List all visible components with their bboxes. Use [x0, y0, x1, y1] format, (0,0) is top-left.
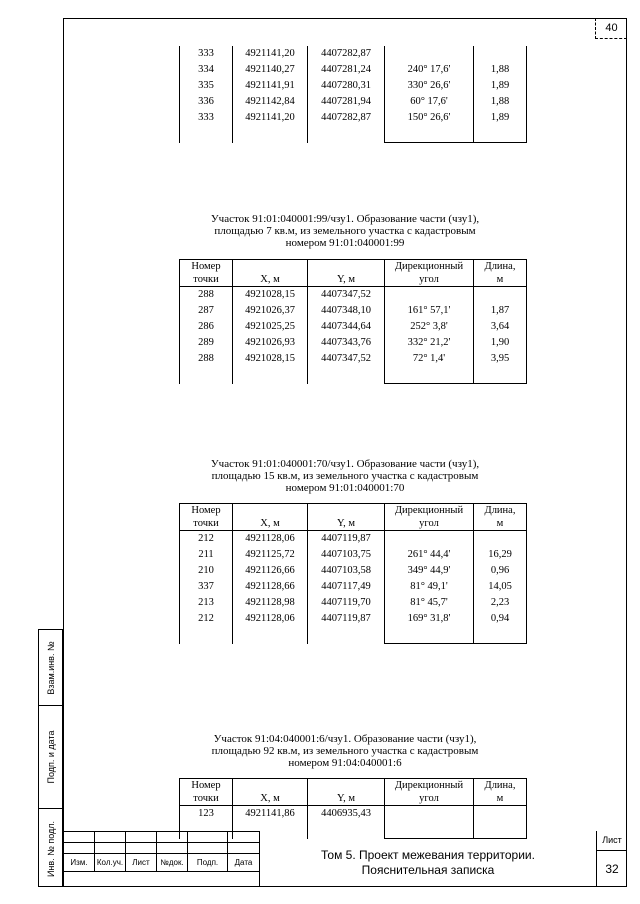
point-y-cell: 4407282,87 [308, 46, 385, 62]
header-angle-2: угол [419, 518, 439, 529]
angle-cell: 150° 26,6' [385, 110, 474, 126]
header-x: X, м [260, 274, 280, 285]
angle-cell: 252° 3,8' [385, 319, 474, 335]
point-n-cell: 333 [180, 46, 233, 62]
point-y-cell: 4407347,52 [308, 287, 385, 304]
title-block [63, 831, 627, 887]
point-x-cell: 4921141,20 [233, 46, 308, 62]
angle-cell: 161° 57,1' [385, 303, 474, 319]
point-x-cell: 4921142,84 [233, 94, 308, 110]
header-num-1: Номер [191, 261, 221, 272]
length-cell: 0,96 [474, 563, 527, 579]
table-header-cell [474, 504, 527, 531]
header-num-1: Номер [191, 505, 221, 516]
header-x: X, м [260, 793, 280, 804]
header-len-1: Длина, [484, 261, 516, 272]
length-cell: 1,88 [474, 62, 527, 78]
table-header-cell [385, 504, 474, 531]
point-x-cell: 4921028,15 [233, 351, 308, 384]
point-n-cell: 286 [180, 319, 233, 335]
angle-cell: 81° 49,1' [385, 579, 474, 595]
point-n-cell: 335 [180, 78, 233, 94]
point-y-cell: 4407280,31 [308, 78, 385, 94]
point-n-cell: 213 [180, 595, 233, 611]
point-y-cell: 4407348,10 [308, 303, 385, 319]
coordinates-table [179, 46, 527, 143]
point-y-cell: 4407119,87 [308, 531, 385, 548]
sheet-label: Лист [597, 831, 627, 851]
coordinates-table [179, 778, 527, 839]
caption-line: номером 91:01:040001:99 [285, 237, 405, 249]
table-header-cell [474, 260, 527, 287]
point-n-cell: 288 [180, 351, 233, 384]
coordinates-table [179, 259, 527, 384]
header-len-2: м [496, 518, 504, 529]
point-x-cell: 4921128,66 [233, 579, 308, 595]
header-y: Y, м [336, 793, 356, 804]
table-header-cell [233, 504, 308, 531]
table-row [180, 531, 527, 548]
point-n-cell: 288 [180, 287, 233, 304]
table-row [180, 806, 527, 823]
length-cell: 3,64 [474, 319, 527, 335]
side-stamp-vzam: Взам.инв. № [45, 640, 56, 695]
table-header-cell [180, 504, 233, 531]
tb-col-ndok: №док. [157, 854, 188, 872]
coordinates-table [179, 503, 527, 644]
header-x: X, м [260, 518, 280, 529]
point-x-cell: 4921128,98 [233, 595, 308, 611]
point-y-cell: 4407281,24 [308, 62, 385, 78]
point-y-cell: 4407119,87 [308, 611, 385, 644]
header-y: Y, м [336, 518, 356, 529]
page-number-top: 40 [595, 18, 627, 39]
angle-cell: 169° 31,8' [385, 611, 474, 627]
point-x-cell: 4921128,06 [233, 611, 308, 644]
point-x-cell: 4921028,15 [233, 287, 308, 304]
header-len-2: м [496, 274, 504, 285]
header-angle-1: Дирекционный [394, 780, 464, 791]
doc-title-line1: Том 5. Проект межевания территории. [321, 848, 535, 862]
point-n-cell: 212 [180, 531, 233, 548]
length-cell: 3,95 [474, 351, 527, 367]
caption-line: номером 91:01:040001:70 [285, 482, 405, 494]
point-x-cell: 4921141,20 [233, 110, 308, 143]
table-header-cell [233, 779, 308, 806]
table-caption [63, 213, 627, 249]
point-x-cell: 4921141,91 [233, 78, 308, 94]
table-header-cell [308, 504, 385, 531]
angle-cell: 60° 17,6' [385, 94, 474, 110]
tb-col-izm: Изм. [64, 854, 95, 872]
header-num-1: Номер [191, 780, 221, 791]
point-n-cell: 123 [180, 806, 233, 839]
header-angle-2: угол [419, 274, 439, 285]
table-header-cell [308, 779, 385, 806]
point-y-cell: 4407282,87 [308, 110, 385, 143]
length-cell: 1,88 [474, 94, 527, 110]
table-header-cell [233, 260, 308, 287]
caption-line: площадью 7 кв.м, из земельного участка с кадастровым [214, 225, 476, 237]
table-header-cell [180, 779, 233, 806]
header-len-1: Длина, [484, 780, 516, 791]
angle-cell: 349° 44,9' [385, 563, 474, 579]
header-len-1: Длина, [484, 505, 516, 516]
point-x-cell: 4921140,27 [233, 62, 308, 78]
header-num-2: точки [193, 518, 219, 529]
point-x-cell: 4921126,66 [233, 563, 308, 579]
title-block-sheet [596, 831, 627, 887]
angle-cell: 332° 21,2' [385, 335, 474, 351]
angle-cell: 261° 44,4' [385, 547, 474, 563]
side-stamp [38, 629, 63, 887]
angle-cell: 330° 26,6' [385, 78, 474, 94]
side-stamp-podp: Подп. и дата [45, 730, 56, 784]
point-n-cell: 289 [180, 335, 233, 351]
point-y-cell: 4406935,43 [308, 806, 385, 839]
header-len-2: м [496, 793, 504, 804]
doc-title-line2: Пояснительная записка [361, 863, 495, 877]
point-x-cell: 4921026,37 [233, 303, 308, 319]
table-header-cell [308, 260, 385, 287]
point-y-cell: 4407103,58 [308, 563, 385, 579]
point-y-cell: 4407344,64 [308, 319, 385, 335]
header-num-2: точки [193, 274, 219, 285]
table-header-cell [180, 260, 233, 287]
table-caption [63, 733, 627, 769]
caption-line: номером 91:04:040001:6 [288, 757, 402, 769]
tb-col-podp: Подп. [188, 854, 228, 872]
title-block-grid [63, 831, 260, 872]
caption-line: Участок 91:04:040001:6/чзу1. Образование части (чзу1), [213, 733, 477, 745]
length-cell: 1,90 [474, 335, 527, 351]
point-x-cell: 4921026,93 [233, 335, 308, 351]
angle-cell: 72° 1,4' [385, 351, 474, 367]
point-y-cell: 4407103,75 [308, 547, 385, 563]
caption-line: Участок 91:01:040001:70/чзу1. Образование части (чзу1), [210, 458, 480, 470]
point-y-cell: 4407281,94 [308, 94, 385, 110]
table-header-cell [474, 779, 527, 806]
caption-line: площадью 15 кв.м, из земельного участка с кадастровым [211, 470, 479, 482]
point-n-cell: 333 [180, 110, 233, 143]
tb-col-kol: Кол.уч. [95, 854, 126, 872]
angle-cell: 240° 17,6' [385, 62, 474, 78]
point-n-cell: 287 [180, 303, 233, 319]
table-row [180, 287, 527, 304]
point-y-cell: 4407117,49 [308, 579, 385, 595]
point-n-cell: 336 [180, 94, 233, 110]
length-cell: 1,89 [474, 78, 527, 94]
header-y: Y, м [336, 274, 356, 285]
point-n-cell: 211 [180, 547, 233, 563]
title-block-title [259, 831, 596, 887]
header-angle-1: Дирекционный [394, 261, 464, 272]
caption-line: Участок 91:01:040001:99/чзу1. Образование части (чзу1), [210, 213, 480, 225]
header-num-2: точки [193, 793, 219, 804]
table-header-cell [385, 260, 474, 287]
point-x-cell: 4921141,86 [233, 806, 308, 839]
point-n-cell: 212 [180, 611, 233, 644]
point-x-cell: 4921128,06 [233, 531, 308, 548]
table-caption [63, 458, 627, 494]
point-n-cell: 337 [180, 579, 233, 595]
point-y-cell: 4407119,70 [308, 595, 385, 611]
point-y-cell: 4407343,76 [308, 335, 385, 351]
table-header-cell [385, 779, 474, 806]
point-n-cell: 334 [180, 62, 233, 78]
length-cell: 14,05 [474, 579, 527, 595]
length-cell: 1,89 [474, 110, 527, 126]
length-cell: 2,23 [474, 595, 527, 611]
side-stamp-inv: Инв. № подл. [45, 820, 56, 877]
length-cell: 16,29 [474, 547, 527, 563]
sheet-number: 32 [605, 862, 619, 876]
length-cell: 1,87 [474, 303, 527, 319]
point-x-cell: 4921125,72 [233, 547, 308, 563]
header-angle-2: угол [419, 793, 439, 804]
header-angle-1: Дирекционный [394, 505, 464, 516]
table-row [180, 46, 527, 62]
point-y-cell: 4407347,52 [308, 351, 385, 384]
caption-line: площадью 92 кв.м, из земельного участка с кадастровым [211, 745, 479, 757]
length-cell: 0,94 [474, 611, 527, 627]
tb-col-data: Дата [228, 854, 260, 872]
point-n-cell: 210 [180, 563, 233, 579]
angle-cell: 81° 45,7' [385, 595, 474, 611]
point-x-cell: 4921025,25 [233, 319, 308, 335]
tb-col-list: Лист [126, 854, 157, 872]
